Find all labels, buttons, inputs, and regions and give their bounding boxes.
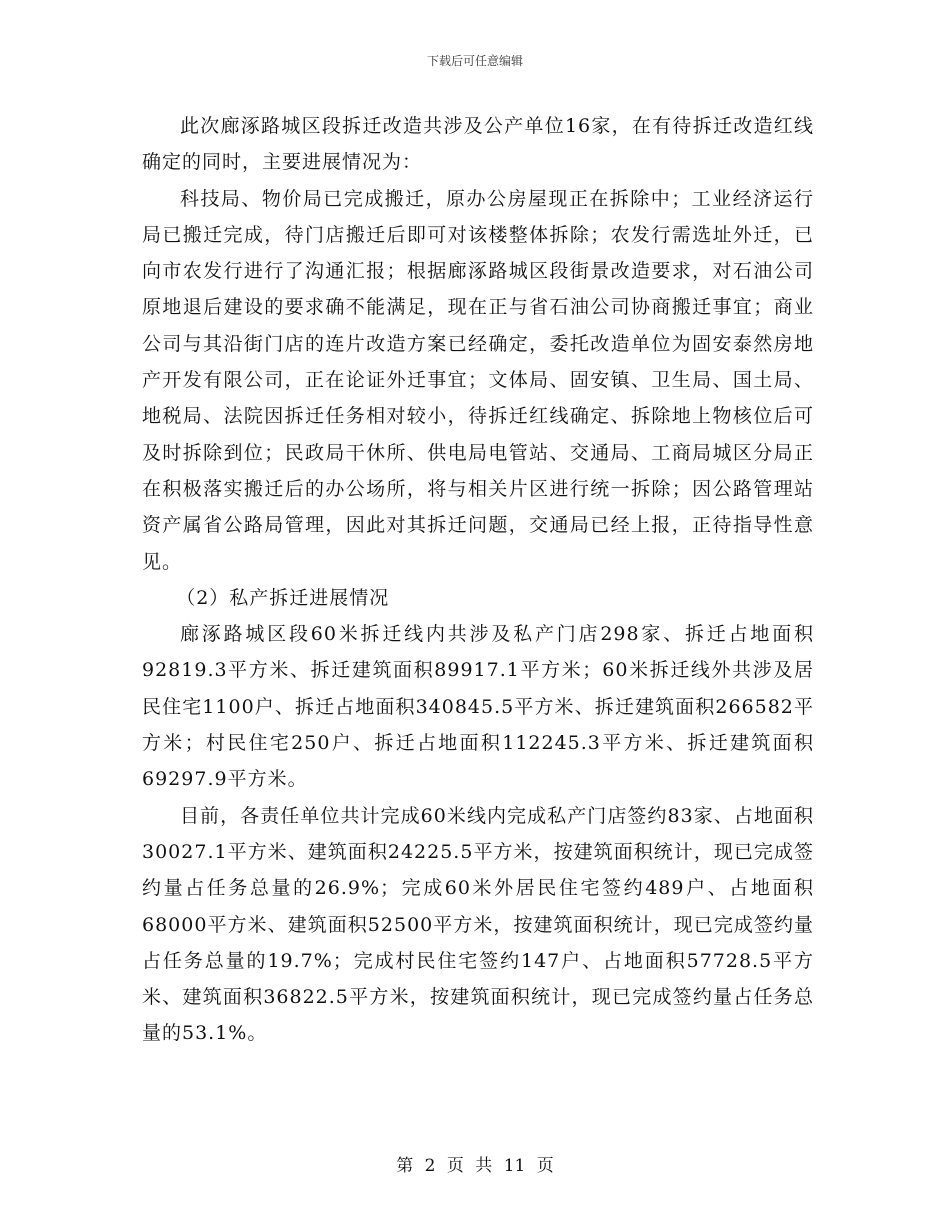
- paragraph-public-units-intro: 此次廊涿路城区段拆迁改造共涉及公产单位16家，在有待拆迁改造红线确定的同时，主要进展情况为：: [142, 115, 814, 174]
- page-number-footer: 第 2 页 共 11 页: [396, 1156, 554, 1176]
- paragraph-public-units-progress: 科技局、物价局已完成搬迁，原办公房屋现正在拆除中；工业经济运行局已搬迁完成，待门店搬迁后即可对该楼整体拆除；农发行需选址外迁，已向市农发行进行了沟通汇报；根据廊涿路城区段街景改造要求，对石油公司原地退后建设的要求确不能满足，现在正与省石油公司协商搬迁事宜；商业公司与其沿街门店的连片改造方案已经确定，委托改造单位为固安泰然房地产开发有限公司，正在论证外迁事宜；文体局、固安镇、卫生局、国土局、地税局、法院因拆迁任务相对较小，待拆迁红线确定、拆除地上物核位后可及时拆除到位；民政局干休所、供电局电管站、交通局、工商局城区分局正在积极落实搬迁后的办公场所，将与相关片区进行统一拆除；因公路管理站资产属省公路局管理，因此对其拆迁问题，交通局已经上报，正待指导性意见。: [142, 187, 814, 573]
- paragraph-private-scope: 廊涿路城区段60米拆迁线内共涉及私产门店298家、拆迁占地面积92819.3平方米、拆迁建筑面积89917.1平方米；60米拆迁线外共涉及居民住宅1100户、拆迁占地面积340845.5平方米、拆迁建筑面积266582平方米；村民住宅250户、拆迁占地面积112245.3平方米、拆迁建筑面积69297.9平方米。: [142, 623, 814, 791]
- section-heading-private-property: （2）私产拆迁进展情况: [176, 586, 390, 609]
- page-header: 下载后可任意编辑: [426, 54, 523, 68]
- document-body: [142, 108, 814, 1052]
- paragraph-private-progress: 目前，各责任单位共计完成60米线内完成私产门店签约83家、占地面积30027.1平方米、建筑面积24225.5平方米，按建筑面积统计，现已完成签约量占任务总量的26.9%；完成60米外居民住宅签约489户、占地面积68000平方米、建筑面积52500平方米，按建筑面积统计，现已完成签约量占任务总量的19.7%；完成村民住宅签约147户、占地面积57728.5平方米、建筑面积36822.5平方米，按建筑面积统计，现已完成签约量占任务总量的53.1%。: [142, 804, 814, 1045]
